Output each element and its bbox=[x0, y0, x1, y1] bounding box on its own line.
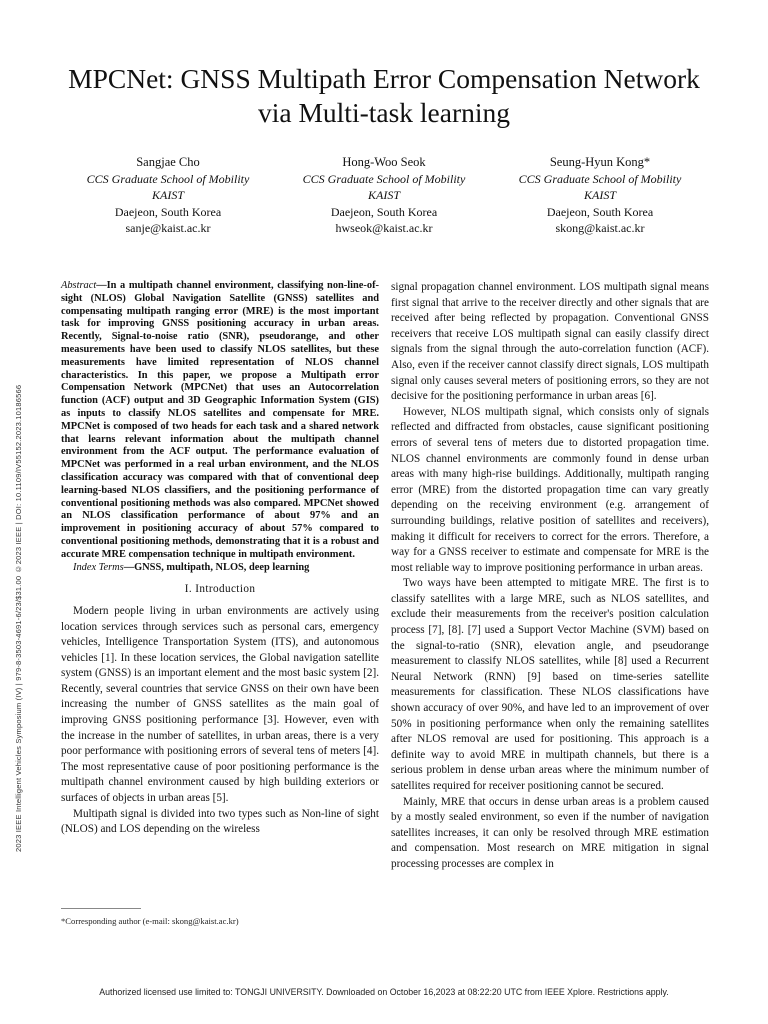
body-paragraph: However, NLOS multipath signal, which consists only of signals reflected and diffracted from obstacles, cause significant positioning errors of several tens of meters due to distorted propagation time. NLOS channel environments are commonly found in dense urban areas with many high-rise buildings. Additionally, multipath ranging error (MRE) from the distorted propagation time can vary greatly depending on the receiving environment (e.g. arrangement of surrounding buildings, relative position of satellites and receivers), making it difficult for receivers to correct for the errors. Therefore, a way for a GNSS receiver to estimate and compensate for MRE is the most reliable way to improve positioning performance in urban areas. bbox=[391, 405, 709, 574]
author-location: Daejeon, South Korea bbox=[330, 204, 438, 219]
author-dept: CCS Graduate School of Mobility bbox=[518, 171, 682, 186]
index-terms-text: —GNSS, multipath, NLOS, deep learning bbox=[123, 561, 310, 573]
author-univ: KAIST bbox=[367, 188, 400, 202]
author-block bbox=[492, 154, 708, 237]
author-name: Seung-Hyun Kong* bbox=[549, 155, 651, 169]
author-univ: KAIST bbox=[583, 188, 616, 202]
body-paragraph: Multipath signal is divided into two types such as Non-line of sight (NLOS) and LOS depending on the wireless bbox=[61, 807, 379, 836]
author-block bbox=[60, 154, 276, 237]
author-dept: CCS Graduate School of Mobility bbox=[86, 171, 250, 186]
author-dept: CCS Graduate School of Mobility bbox=[302, 171, 466, 186]
footnote: *Corresponding author (e-mail: skong@kaist.ac.kr) bbox=[61, 916, 239, 926]
body-paragraph: Two ways have been attempted to mitigate MRE. The first is to classify satellites with a large MRE, such as NLOS satellites, and exclude their measurements from the receiver's position calculation process [7], [8]. [7] used a Support Vector Machine (SVM) based on the signal-to-ratio (SNR), elevation angle, and pseudorange measurement to classify NLOS satellites, while [8] used a Recurrent Neural Network (RNN) [9] based on time-series satellite measurements for classification. These NLOS classifications have shown accuracy of over 90%, and have led to an improvement of over 50% in positioning performance when only the remaining satellites after NLOS removal are used for positioning. This approach is a definite way to avoid MRE in multipath channels, but there is a serious problem in dense urban areas where the minimum number of satellites required for receiver positioning cannot be secured. bbox=[391, 577, 709, 792]
author-email: skong@kaist.ac.kr bbox=[555, 221, 645, 235]
author-name: Hong-Woo Seok bbox=[342, 155, 426, 169]
left-column bbox=[61, 280, 379, 838]
license-notice: Authorized licensed use limited to: TONGJI UNIVERSITY. Downloaded on October 16,2023 at 08:22:20 UTC from IEEE Xplore. Restrictions apply. bbox=[99, 987, 669, 997]
author-name: Sangjae Cho bbox=[136, 155, 200, 169]
paper-title: MPCNet: GNSS Multipath Error Compensation Network via Multi-task learning bbox=[68, 63, 700, 128]
body-paragraph: Mainly, MRE that occurs in dense urban areas is a problem caused by a mostly sealed environment, so even if the number of navigation satellites increases, it can only be resolved through MRE estimation and compensation. Most research on MRE mitigation in signal processing processes are complex in bbox=[391, 795, 709, 870]
body-paragraph: signal propagation channel environment. LOS multipath signal means first signal that arrive to the receiver directly and other signals that are received after being reflected by propagation. Conventional GNSS receivers that receive LOS multipath signal can easily classify direct signals from the signal through the auto-correlation function (ACF). Also, even if the receiver cannot classify direct signals, LOS multipath signal only causes several meters of positioning errors, so they are not decisive for the positioning performance in urban areas [6]. bbox=[391, 281, 709, 403]
author-email: hwseok@kaist.ac.kr bbox=[335, 221, 433, 235]
author-email: sanje@kaist.ac.kr bbox=[125, 221, 211, 235]
body-paragraph: Modern people living in urban environments are actively using location services through services such as personal cars, emergency vehicles, Intelligence Transportation System (ITS), and autonomous vehicles [1]. In these location services, the Global navigation satellite system (GNSS) is an important element and the most basic system [2]. Recently, several countries that service GNSS on their own have been increasing the number of GNSS satellites as the main goal of improving GNSS positioning performance [3]. However, even with the increase in the number of satellites, in urban areas, there is a very poor performance with positioning errors of several tens of meters [4]. The most representative cause of poor positioning performance is the multipath channel environment caused by high building exteriors or surfaces of objects in urban areas [5]. bbox=[61, 604, 379, 805]
author-location: Daejeon, South Korea bbox=[114, 204, 222, 219]
index-terms-label: Index Terms bbox=[73, 561, 124, 573]
doi-sidebar: 2023 IEEE Intelligent Vehicles Symposium (IV) | 979-8-3503-4691-6/23/$31.00 ©2023 IEEE | DOI: 10.1109/IV55152.2023.10186566 bbox=[14, 384, 23, 852]
abstract bbox=[61, 280, 379, 562]
author-block bbox=[276, 154, 492, 237]
section-heading: I. Introduction bbox=[184, 583, 256, 596]
right-column bbox=[391, 280, 709, 873]
abstract-label: Abstract bbox=[61, 280, 97, 291]
author-univ: KAIST bbox=[151, 188, 184, 202]
index-terms bbox=[61, 562, 379, 575]
footnote-divider bbox=[61, 908, 141, 909]
abstract-text: —In a multipath channel environment, classifying non-line-of-sight (NLOS) Global Navigation Satellite (GNSS) satellites and compensating multipath ranging error (MRE) is the most important task for improving GNSS positioning accuracy in urban areas. Recently, Signal-to-noise ratio (SNR), pseudorange, and other measurements have been used to classify NLOS satellites, but these measurements have limited representation of NLOS channel characteristics. In this paper, we propose a Multipath error Compensation Network (MPCNet) that uses an Autocorrelation function (ACF) output and 3D Geographic Information System (GIS) as inputs to classify NLOS satellites and compensate for MRE. MPCNet is composed of two heads for each task and a shared network that learns relevant information about the multipath channel environment from the ACF output. The performance evaluation of MPCNet was performed in a real urban environment, and the NLOS classification accuracy was compared with that of conventional deep learning-based NLOS classifiers, and the positioning performance of conventional positioning methods was also compared. MPCNet showed an NLOS classification performance of about 97% and an improvement in positioning accuracy of about 57% compared to conventional positioning methods, demonstrating that it is a robust and accurate MRE compensation technique in multipath environment. bbox=[61, 280, 379, 560]
author-list bbox=[60, 154, 708, 237]
author-location: Daejeon, South Korea bbox=[546, 204, 654, 219]
